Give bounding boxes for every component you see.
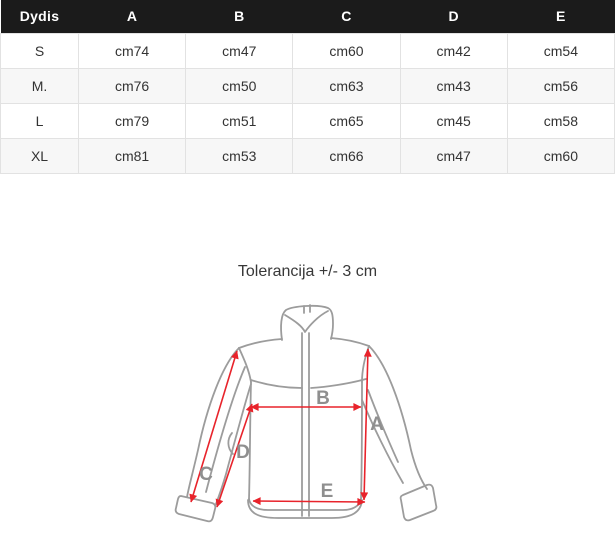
size-table [0, 0, 615, 174]
size-cell: XL [1, 138, 79, 173]
jacket-diagram-svg [0, 297, 615, 552]
size-cell: M. [1, 68, 79, 103]
jacket-right-shoulder [331, 338, 369, 346]
column-header-d: D [400, 0, 507, 33]
jacket-collar-inner [285, 311, 328, 332]
diagram-label-a: A [370, 413, 384, 435]
value-cell: cm47 [400, 138, 507, 173]
size-table-header [1, 0, 615, 33]
column-header-a: A [79, 0, 186, 33]
jacket-zipper [302, 333, 309, 516]
measurement-labels [199, 388, 384, 502]
value-cell: cm76 [79, 68, 186, 103]
jacket-measurement-diagram [0, 297, 615, 552]
jacket-left-cuff [176, 496, 216, 521]
value-cell: cm42 [400, 33, 507, 68]
column-header-size: Dydis [1, 0, 79, 33]
jacket-outline [176, 305, 437, 521]
jacket-collar [281, 305, 333, 339]
jacket-right-sleeve-inner [362, 400, 403, 483]
value-cell: cm58 [507, 103, 614, 138]
value-cell: cm60 [507, 138, 614, 173]
measurement-arrows [191, 349, 368, 507]
value-cell: cm74 [79, 33, 186, 68]
value-cell: cm54 [507, 33, 614, 68]
value-cell: cm66 [293, 138, 400, 173]
table-row-s [1, 33, 615, 68]
value-cell: cm53 [186, 138, 293, 173]
value-cell: cm47 [186, 33, 293, 68]
jacket-hem-lower [248, 500, 362, 518]
column-header-e: E [507, 0, 614, 33]
value-cell: cm65 [293, 103, 400, 138]
size-cell: S [1, 33, 79, 68]
tolerance-note: Tolerancija +/- 3 cm [237, 262, 378, 280]
value-cell: cm56 [507, 68, 614, 103]
table-row-l [1, 103, 615, 138]
jacket-right-cuff [401, 484, 437, 520]
diagram-label-d: D [236, 441, 250, 463]
value-cell: cm45 [400, 103, 507, 138]
value-cell: cm81 [79, 138, 186, 173]
measure-arrow-e [253, 501, 365, 502]
diagram-label-c: C [199, 463, 213, 485]
jacket-left-side [249, 382, 251, 499]
diagram-label-b: B [316, 387, 330, 409]
column-header-b: B [186, 0, 293, 33]
value-cell: cm51 [186, 103, 293, 138]
value-cell: cm43 [400, 68, 507, 103]
column-header-c: C [293, 0, 400, 33]
size-cell: L [1, 103, 79, 138]
diagram-label-e: E [320, 480, 334, 502]
value-cell: cm50 [186, 68, 293, 103]
value-cell: cm79 [79, 103, 186, 138]
value-cell: cm60 [293, 33, 400, 68]
measure-arrow-a [364, 349, 368, 500]
table-row-m [1, 68, 615, 103]
value-cell: cm63 [293, 68, 400, 103]
jacket-left-shoulder [239, 339, 282, 348]
measure-arrow-c [191, 351, 237, 502]
table-row-xl [1, 138, 615, 173]
